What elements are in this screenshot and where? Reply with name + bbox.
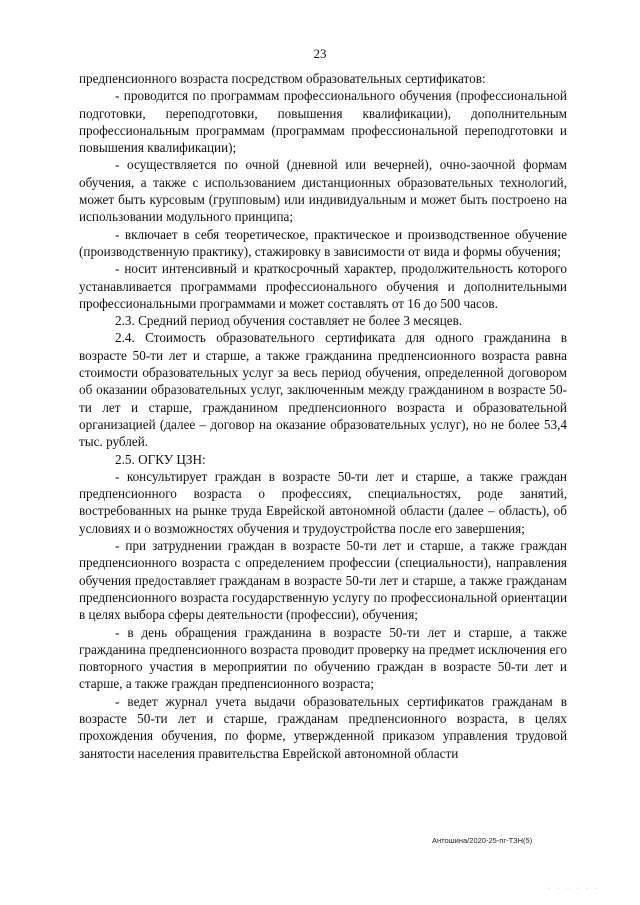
clause-2-3: 2.3. Средний период обучения составляет не более 3 месяцев. bbox=[115, 313, 463, 329]
list-item-forms: - осуществляется по очной (дневной или вечерней), очно-заочной формам обучения, а также с использованием дистанционных образовательных технологий, может быть курсовым (групповым) или индивидуальным и может быть построено на использовании модульного принципа; bbox=[79, 157, 567, 225]
page-number: 23 bbox=[313, 46, 327, 61]
list-item-programs: - проводится по программам профессионального обучения (профессиональной подготовки, переподготовки, повышения квалификации), дополнительным профессиональным программам (программам профессиональной переподготовки и повышения квалификации); bbox=[79, 88, 567, 156]
list-item-orientation: - при затруднении граждан в возрасте 50-ти лет и старше, а также граждан предпенсионного возраста с определением профессии (специальности), направления обучения предоставляет гражданам в возрасте 50-ти лет и старше, а также гражданам предпенсионного возраста государственную услугу по профессиональной ориентации в целях выбора сферы деятельности (профессии), обучения; bbox=[79, 538, 567, 623]
list-item-consults: - консультирует граждан в возрасте 50-ти лет и старше, а также граждан предпенсионного возраста о профессиях, специальностях, роде занятий, востребованных на рынке труда Еврейской автономной области (далее – область), об условиях и о возможностях обучения и трудоустройства после его завершения; bbox=[79, 468, 567, 536]
list-item-journal: - ведет журнал учета выдачи образовательных сертификатов гражданам в возрасте 50-ти лет и старше, гражданам предпенсионного возраста, в целях прохождения обучения, по форме, утвержденной приказом управления трудовой занятости населения правительства Еврейской автономной области bbox=[79, 693, 567, 761]
list-item-duration: - носит интенсивный и краткосрочный характер, продолжительность которого устанавливается программами профессионального обучения и дополнительными профессиональными программами и может составлять от 16 до 500 часов. bbox=[79, 261, 567, 311]
clause-2-5: 2.5. ОГКУ ЦЗН: bbox=[115, 451, 206, 467]
list-item-check: - в день обращения гражданина в возрасте 50-ти лет и старше, а также гражданина предпенсионного возраста проводит проверку на предмет исключения его повторного участия в мероприятии по обучению граждан в возрасте 50-ти лет и старше, а также граждан предпенсионного возраста; bbox=[79, 624, 567, 692]
clause-2-4: 2.4. Стоимость образовательного сертификата для одного гражданина в возрасте 50-ти лет и старше, а также гражданина предпенсионного возраста равна стоимости образовательных услуг за весь период обучения, определенной договором об оказании образовательных услуг, заключенным между гражданином в возрасте 50-ти лет и старше, гражданином предпенсионного возраста и образовательной организацией (далее – договор на оказание образовательных услуг), но не более 53,4 тыс. рублей. bbox=[79, 330, 567, 450]
document-code: Антошина/2020-25-пг-ТЗН(5) bbox=[432, 836, 533, 845]
paragraph-continuation: предпенсионного возраста посредством образовательных сертификатов: bbox=[79, 71, 486, 86]
list-item-content: - включает в себя теоретическое, практическое и производственное обучение (производственную практику), стажировку в зависимости от вида и формы обучения; bbox=[79, 226, 567, 259]
document-body bbox=[79, 70, 567, 762]
scan-artifact: · · · · · · bbox=[548, 886, 601, 892]
